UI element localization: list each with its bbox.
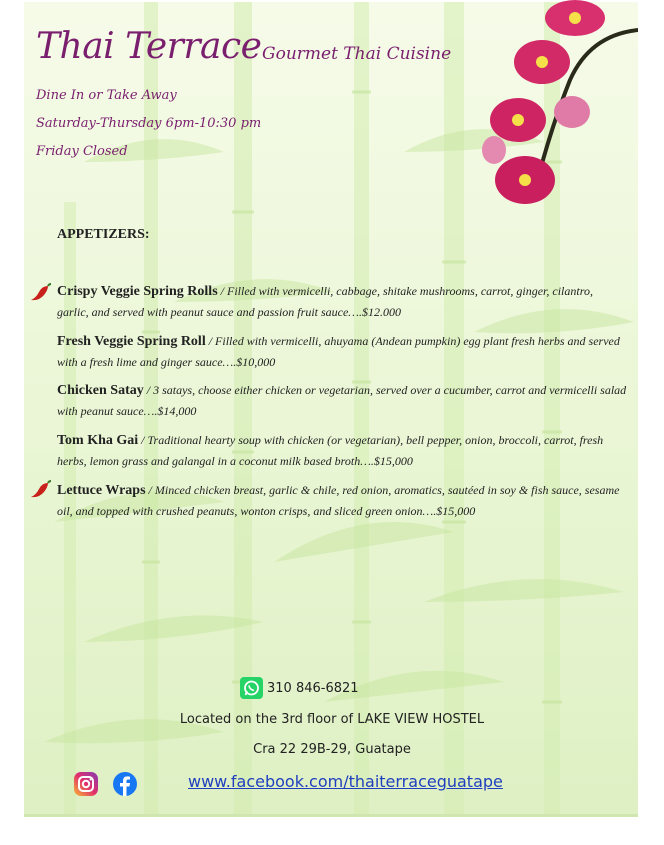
menu-item-name: Lettuce Wraps bbox=[57, 483, 146, 498]
menu-item-separator: / bbox=[143, 383, 154, 397]
facebook-link[interactable]: www.facebook.com/thaiterraceguatape bbox=[188, 772, 503, 791]
menu-item bbox=[57, 281, 627, 323]
menu-item-name: Crispy Veggie Spring Rolls bbox=[57, 284, 218, 299]
bottom-rule bbox=[24, 814, 638, 817]
instagram-icon[interactable] bbox=[73, 771, 99, 797]
phone-number: 310 846-6821 bbox=[267, 680, 359, 696]
menu-item-separator: / bbox=[145, 483, 155, 497]
menu-item bbox=[57, 430, 627, 472]
orchid-flower bbox=[480, 0, 638, 215]
menu-item-description: Traditional hearty soup with chicken (or vegetarian), bell pepper, onion, broccoli, carrot, fresh herbs, lemon grass and galangal in a coconut milk based broth….$15,000 bbox=[57, 433, 604, 468]
menu-item-separator: / bbox=[217, 284, 227, 298]
menu-item-name: Chicken Satay bbox=[57, 383, 144, 398]
closed-day: Friday Closed bbox=[36, 144, 128, 159]
menu-item-description: 3 satays, choose either chicken or vegetarian, served over a cucumber, carrot and vermicelli salad with peanut sauce….$14,000 bbox=[57, 383, 627, 418]
opening-hours: Saturday-Thursday 6pm-10:30 pm bbox=[36, 116, 262, 131]
facebook-icon[interactable] bbox=[112, 771, 138, 797]
menu-item-description: Filled with vermicelli, cabbage, shitake mushrooms, carrot, ginger, cilantro, garlic, and served with peanut sauce and passion fruit sauce….$12.000 bbox=[57, 284, 593, 319]
service-type: Dine In or Take Away bbox=[36, 88, 177, 103]
restaurant-subtitle: Gourmet Thai Cuisine bbox=[262, 44, 452, 64]
menu-item-description: Minced chicken breast, garlic & chile, red onion, aromatics, sautéed in soy & fish sauce, sesame oil, and topped with crushed peanuts, wonton crisps, and sliced green onion….$15,000 bbox=[57, 483, 620, 518]
menu-item bbox=[57, 331, 627, 373]
menu-item-separator: / bbox=[205, 334, 216, 348]
menu-item-name: Fresh Veggie Spring Roll bbox=[57, 334, 206, 349]
chili-pepper-icon bbox=[30, 480, 52, 500]
chili-pepper-icon bbox=[30, 283, 52, 303]
menu-item bbox=[57, 380, 627, 422]
section-title: APPETIZERS: bbox=[57, 227, 150, 242]
address-text: Cra 22 29B-29, Guatape bbox=[253, 742, 411, 757]
menu-item-name: Tom Kha Gai bbox=[57, 433, 139, 448]
menu-item bbox=[57, 480, 627, 522]
phone-contact bbox=[240, 677, 359, 699]
restaurant-title: Thai Terrace bbox=[36, 26, 262, 67]
whatsapp-icon[interactable] bbox=[240, 677, 263, 699]
menu-item-separator: / bbox=[138, 433, 148, 447]
menu-item-description: Filled with vermicelli, ahuyama (Andean pumpkin) egg plant fresh herbs and served with a fresh lime and ginger sauce….$10,000 bbox=[57, 334, 620, 369]
location-text: Located on the 3rd floor of LAKE VIEW HOSTEL bbox=[179, 712, 485, 727]
